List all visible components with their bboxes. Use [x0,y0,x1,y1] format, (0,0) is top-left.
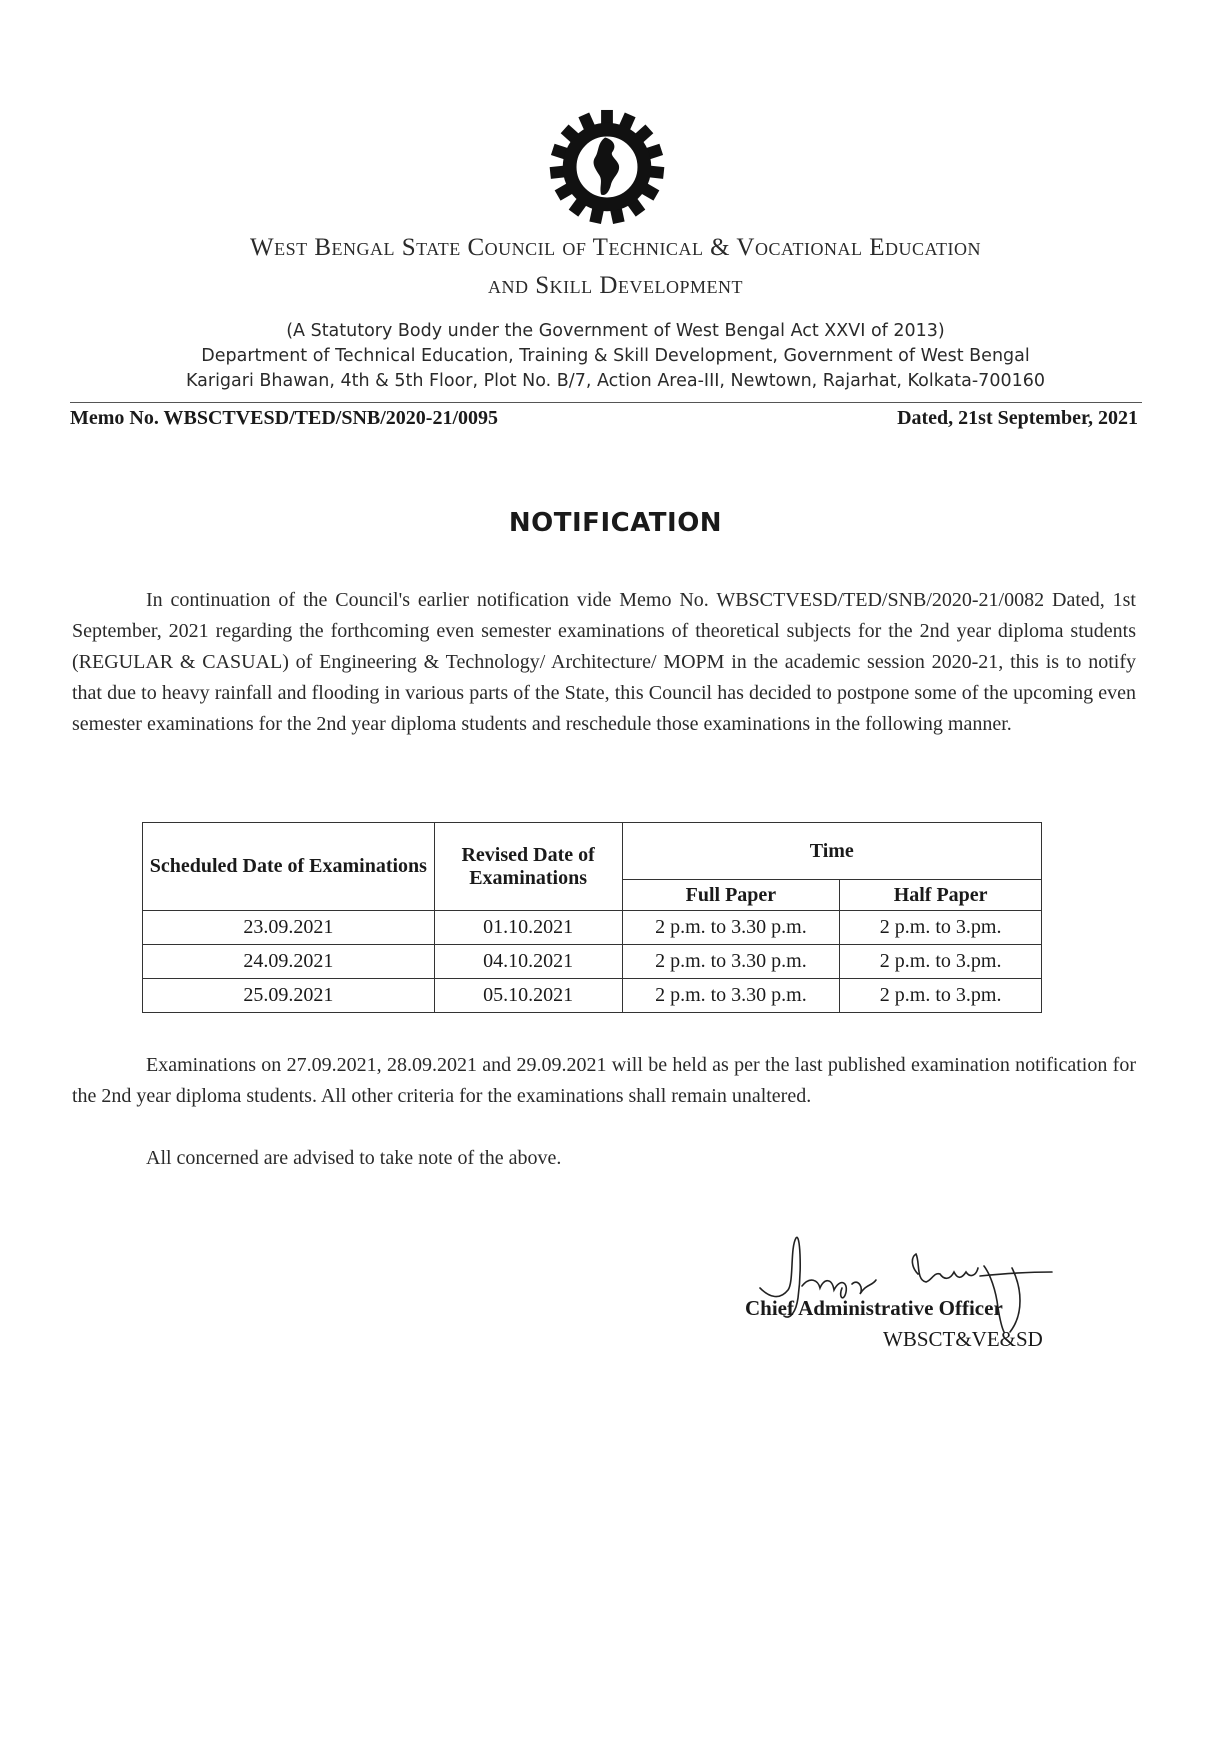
memo-number: Memo No. WBSCTVESD/TED/SNB/2020-21/0095 [70,407,499,429]
address-line: Karigari Bhawan, 4th & 5th Floor, Plot No. B/7, Action Area-III, Newtown, Rajarhat, Kolkata-700160 [185,371,1045,391]
memo-row [70,407,1138,435]
statutory-line: (A Statutory Body under the Government of West Bengal Act XXVI of 2013) [286,321,945,341]
council-name-line1: West Bengal State Council of Technical & Vocational Education [249,234,981,261]
revised-schedule-table [142,822,1042,1013]
memo-date: Dated, 21st September, 2021 [897,407,1138,429]
table-row [143,979,1042,1013]
page-title: NOTIFICATION [508,508,723,538]
full-paper-time-cell: 2 p.m. to 3.30 p.m. [622,911,840,945]
signature-scribble [740,1228,1150,1338]
half-paper-time-cell: 2 p.m. to 3.pm. [840,945,1042,979]
table-row [143,911,1042,945]
header-divider [70,402,1142,403]
revised-date-cell: 04.10.2021 [434,945,622,979]
revised-date-cell: 05.10.2021 [434,979,622,1013]
scheduled-date-cell: 24.09.2021 [143,945,435,979]
table-row [143,945,1042,979]
full-paper-time-cell: 2 p.m. to 3.30 p.m. [622,945,840,979]
signatory-title: Chief Administrative Officer [745,1296,1003,1320]
header-full-paper: Full Paper [622,880,840,911]
council-name-line2: and Skill Development [488,272,743,299]
signatory-org: WBSCT&VE&SD [883,1327,1043,1351]
scheduled-date-cell: 25.09.2021 [143,979,435,1013]
header-time: Time [622,823,1041,880]
council-logo-icon [548,108,666,226]
body-paragraph-1: In continuation of the Council's earlier notification vide Memo No. WBSCTVESD/TED/SNB/2020-21/0082 Dated, 1st September, 2021 regarding the forthcoming even semester examinations of theoretical subjects for the 2nd year diploma students (REGULAR & CASUAL) of Engineering & Technology/ Architecture/ MOPM in the academic session 2020-21, this is to notify that due to heavy rainfall and flooding in various parts of the State, this Council has decided to postpone some of the upcoming even semester examinations for the 2nd year diploma students and reschedule those examinations in the following manner. [72,589,1136,735]
header-revised-date: Revised Date of Examinations [434,823,622,911]
revised-date-cell: 01.10.2021 [434,911,622,945]
half-paper-time-cell: 2 p.m. to 3.pm. [840,979,1042,1013]
scheduled-date-cell: 23.09.2021 [143,911,435,945]
body-paragraph-3: All concerned are advised to take note of the above. [146,1147,562,1169]
header-half-paper: Half Paper [840,880,1042,911]
half-paper-time-cell: 2 p.m. to 3.pm. [840,911,1042,945]
body-paragraph-2: Examinations on 27.09.2021, 28.09.2021 and 29.09.2021 will be held as per the last published examination notification for the 2nd year diploma students. All other criteria for the examinations shall remain unaltered. [72,1054,1136,1107]
department-line: Department of Technical Education, Training & Skill Development, Government of West Bengal [201,346,1030,366]
header-scheduled-date: Scheduled Date of Examinations [143,823,435,911]
full-paper-time-cell: 2 p.m. to 3.30 p.m. [622,979,840,1013]
